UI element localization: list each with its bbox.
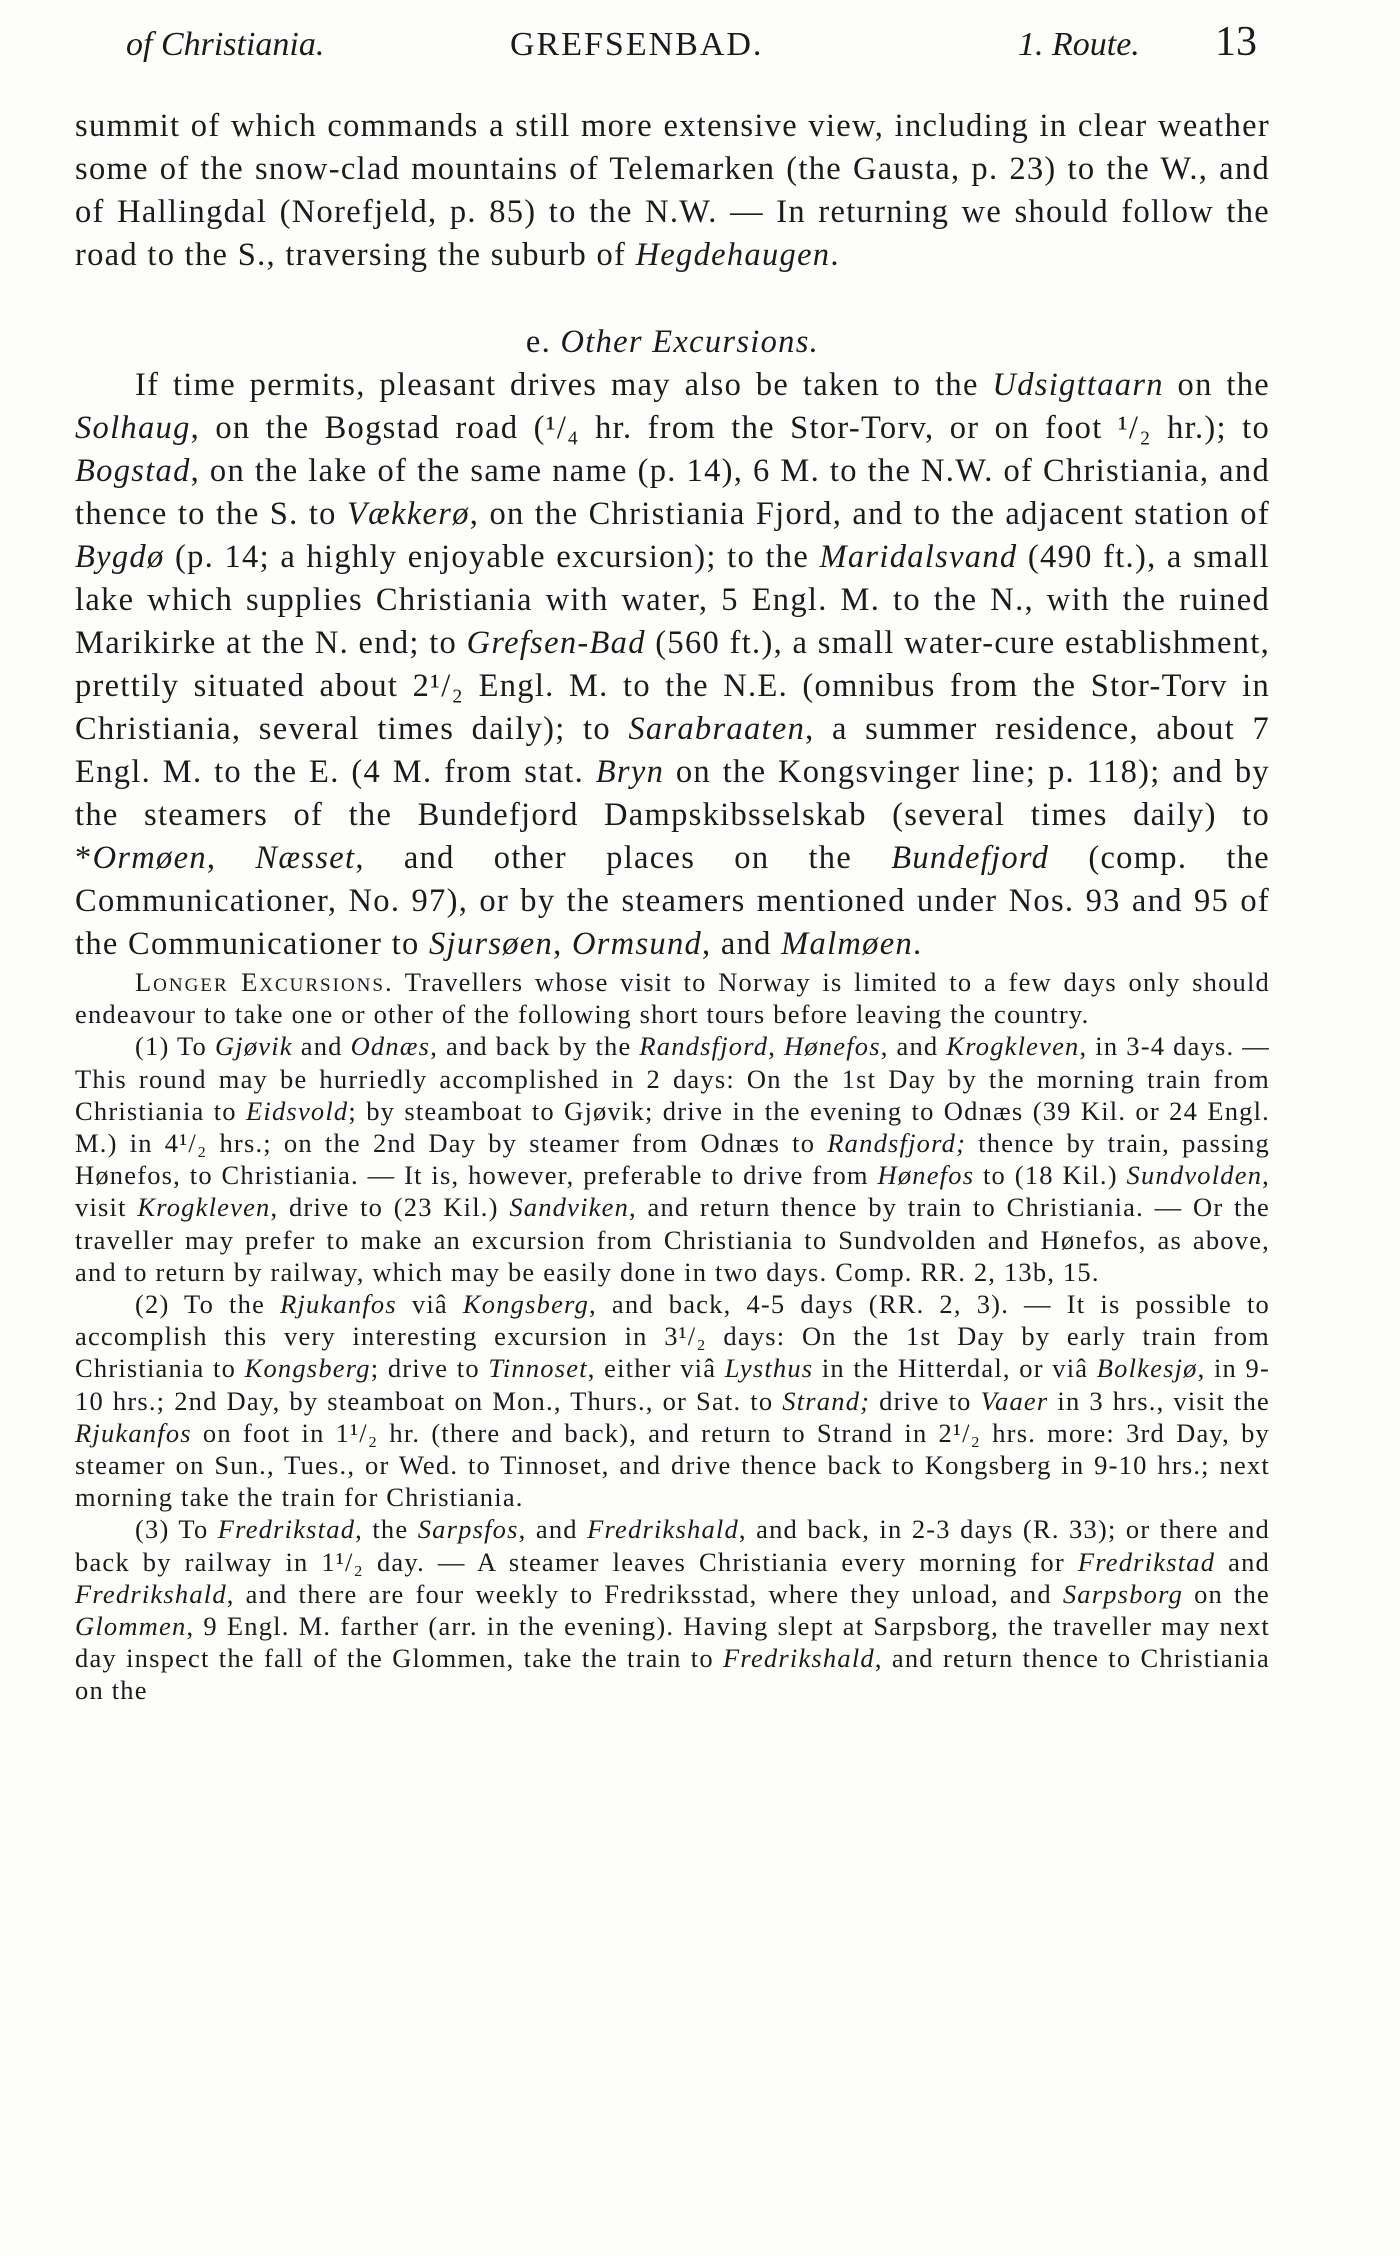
paragraph-tour-2 xyxy=(75,1288,1270,1513)
place-name: Rjukanfos xyxy=(280,1289,397,1320)
section-letter: e. xyxy=(525,324,561,360)
paragraph-tour-1 xyxy=(75,1030,1270,1288)
text-run: , and return thence to Christiania on the xyxy=(75,1643,1270,1706)
place-name: Hønefos xyxy=(877,1160,975,1191)
text-run: , and return thence by train to Christiania. — Or the traveller may prefer to make an excursion from Christiania to Sundvolden and Hønefos, as above, and to return by railway, which may be easily done in two days. Comp. RR. 2, 13b, 15. xyxy=(75,1192,1270,1287)
place-name: Sandviken xyxy=(509,1192,630,1223)
paragraph-summit xyxy=(75,105,1270,277)
place-name: Glommen xyxy=(75,1611,187,1642)
text-run: and xyxy=(1215,1546,1271,1577)
paragraph-longer-excursions xyxy=(75,966,1270,1030)
place-name: Odnæs xyxy=(350,1031,431,1062)
place-name: Tinnoset xyxy=(488,1353,588,1384)
text-run: Travellers whose visit to Norway is limited to a few days only should endeavour to take one or other of the following short tours before leaving the country. xyxy=(75,967,1270,1030)
text-run: . xyxy=(913,926,923,962)
text-run: , xyxy=(553,926,572,962)
text-run: (490 ft.), a small lake which supplies Christiania with water, 5 Engl. M. to the N., with the ruined Marikirke at the N. end; to xyxy=(75,539,1270,661)
text-run: (comp. the Communicationer, No. 97), or by the steamers mentioned under Nos. 93 and 95 of the Communicationer to xyxy=(75,840,1270,962)
text-run: , the xyxy=(355,1514,418,1545)
place-name: Fredrikshald xyxy=(587,1514,739,1545)
text-run: , xyxy=(206,840,256,876)
text-run: , and xyxy=(880,1031,947,1062)
text-run: drive to xyxy=(870,1385,981,1416)
text-run: viâ xyxy=(396,1289,463,1320)
text-run: on the xyxy=(1183,1578,1271,1609)
header-route: 1. Route. xyxy=(1018,26,1140,63)
place-name: Bundefjord xyxy=(891,840,1050,876)
place-name: Randsfjord; xyxy=(827,1128,967,1159)
text-run: (p. 14; a highly enjoyable excursion); to the xyxy=(164,539,820,575)
place-name: Ormsund xyxy=(571,926,703,962)
page-number: 13 xyxy=(1215,19,1257,65)
text-run: , and xyxy=(518,1514,588,1545)
place-name: Eidsvold xyxy=(246,1095,349,1126)
text-run: ; drive to xyxy=(370,1353,489,1384)
text-run: in 3 hrs., visit the xyxy=(1048,1385,1270,1416)
text-run: thence by train, passing Hønefos, to Christiania. — It is, however, preferable to drive from xyxy=(75,1128,1270,1191)
place-name: Rjukanfos xyxy=(75,1417,192,1448)
place-name: Maridalsvand xyxy=(819,539,1018,575)
text-run: , xyxy=(768,1031,784,1062)
place-name: Sarabraaten xyxy=(628,711,806,747)
text-run: to (18 Kil.) xyxy=(974,1160,1127,1191)
place-name: Sarpsborg xyxy=(1062,1578,1184,1609)
text-run: ; by steamboat to Gjøvik; drive in the evening to Odnæs (39 Kil. or 24 Engl. M.) in 4¹/₂ hrs.; on the 2nd Day by steamer from Odnæs to xyxy=(75,1095,1270,1159)
text-run: , and other places on the xyxy=(355,840,892,876)
header-title: GREFSENBAD. xyxy=(510,26,764,63)
place-name: Udsigttaarn xyxy=(992,367,1164,403)
place-name: Krogkleven xyxy=(946,1031,1080,1062)
place-name: Bogstad xyxy=(75,453,191,489)
text-run: summit of which commands a still more extensive view, including in clear weather some of the snow-clad mountains of Telemarken (the Gausta, p. 23) to the W., and of Hallingdal (Norefjeld, p. 85) to the N.W. — In returning we should follow the road to the S., traversing the suburb of xyxy=(75,108,1270,273)
place-name: Vaaer xyxy=(980,1385,1049,1416)
place-name: Bryn xyxy=(595,754,665,790)
place-name: Fredrikshald xyxy=(75,1578,227,1609)
place-name: Hønefos xyxy=(784,1031,881,1062)
place-name: Vækkerø xyxy=(346,496,470,532)
place-name: Sjursøen xyxy=(428,926,554,962)
place-name: Fredrikstad xyxy=(1077,1546,1216,1577)
place-name: Kongsberg xyxy=(462,1289,590,1320)
text-run: on the Kongsvinger line; p. 118); and by the steamers of the Bundefjord Dampskibsselskab (several times daily) to * xyxy=(75,754,1270,876)
place-name: Sarpsfos xyxy=(417,1514,519,1545)
text-run: , and xyxy=(702,926,782,962)
place-name: Solhaug xyxy=(75,410,191,446)
place-name: Fredrikstad xyxy=(217,1514,356,1545)
page-body xyxy=(75,105,1270,1707)
text-run: , and there are four weekly to Fredriksstad, where they unload, and xyxy=(226,1578,1063,1609)
text-run: , on the Bogstad road (¹/₄ hr. from the Stor-Torv, or on foot ¹/₂ hr.); to xyxy=(190,410,1270,446)
text-run: If time permits, pleasant drives may also be taken to the xyxy=(135,367,993,403)
text-run: , either viâ xyxy=(587,1353,725,1384)
place-name: Kongsberg xyxy=(244,1353,371,1384)
section-heading xyxy=(75,321,1270,364)
place-name: Næsset xyxy=(255,840,356,876)
text-run: , on the Christiania Fjord, and to the adjacent station of xyxy=(469,496,1270,532)
paragraph-other-excursions xyxy=(75,364,1270,966)
place-name: Gjøvik xyxy=(214,1031,293,1062)
header-left: of Christiania. xyxy=(126,26,325,63)
text-run: and xyxy=(292,1031,351,1062)
place-name: Lysthus xyxy=(724,1353,814,1384)
place-name: Fredrikshald xyxy=(723,1643,875,1674)
text-run: (1) To xyxy=(135,1031,215,1062)
text-run: on the xyxy=(1163,367,1270,403)
text-run: , visit xyxy=(75,1160,1270,1223)
paragraph-tour-3 xyxy=(75,1513,1270,1706)
text-run: , in 9-10 hrs.; 2nd Day, by steamboat on Mon., Thurs., or Sat. to xyxy=(75,1353,1271,1416)
text-run: , and back, 4-5 days (RR. 2, 3). — It is possible to accomplish this very interesting excursion in 3¹/₂ days: On the 1st Day by early train from Christiania to xyxy=(75,1289,1270,1384)
small-caps-heading: Longer Excursions. xyxy=(135,967,394,997)
place-name: Bygdø xyxy=(75,539,165,575)
text-run: , and back, in 2-3 days (R. 33); or there and back by railway in 1¹/₂ day. — A steamer leaves Christiania every morning for xyxy=(75,1514,1270,1577)
text-run: , drive to (23 Kil.) xyxy=(270,1192,510,1223)
text-run: in the Hitterdal, or viâ xyxy=(813,1353,1097,1384)
place-name: Hegdehaugen xyxy=(635,237,831,273)
place-name: Bolkesjø xyxy=(1096,1353,1198,1384)
place-name: Malmøen xyxy=(781,926,914,962)
text-run: (560 ft.), a small water-cure establishment, prettily situated about 2¹/₂ Engl. M. to the N.E. (omnibus from the Stor-Torv in Christiania, several times daily); to xyxy=(75,625,1270,747)
text-run: , a summer residence, about 7 Engl. M. to the E. (4 M. from stat. xyxy=(75,711,1270,790)
text-run: , 9 Engl. M. farther (arr. in the evening). Having slept at Sarpsborg, the traveller may next day inspect the fall of the Glommen, take the train to xyxy=(75,1611,1270,1674)
text-run: , and back by the xyxy=(430,1031,640,1062)
place-name: Grefsen-Bad xyxy=(466,625,646,661)
section-title: Other Excursions. xyxy=(560,324,820,360)
text-run: . xyxy=(830,237,840,273)
place-name: Randsfjord xyxy=(639,1031,769,1062)
place-name: Ormøen xyxy=(92,840,207,876)
running-header xyxy=(70,18,1270,78)
text-run: (3) To xyxy=(135,1514,218,1545)
text-run: (2) To the xyxy=(135,1289,281,1320)
text-run: , on the lake of the same name (p. 14), 6 M. to the N.W. of Christiania, and thence to the S. to xyxy=(75,453,1270,532)
place-name: Sundvolden xyxy=(1126,1160,1263,1191)
place-name: Strand; xyxy=(782,1385,871,1416)
place-name: Krogkleven xyxy=(137,1192,271,1223)
text-run: on foot in 1¹/₂ hr. (there and back), and return to Strand in 2¹/₂ hrs. more: 3rd Day, by steamer on Sun., Tues., or Wed. to Tinnoset, and drive thence back to Kongsberg in 9-10 hrs.; next morning take the train for Christiania. xyxy=(75,1417,1270,1513)
text-run: , in 3-4 days. — This round may be hurriedly accomplished in 2 days: On the 1st Day by the morning train from Christiania to xyxy=(75,1031,1271,1126)
